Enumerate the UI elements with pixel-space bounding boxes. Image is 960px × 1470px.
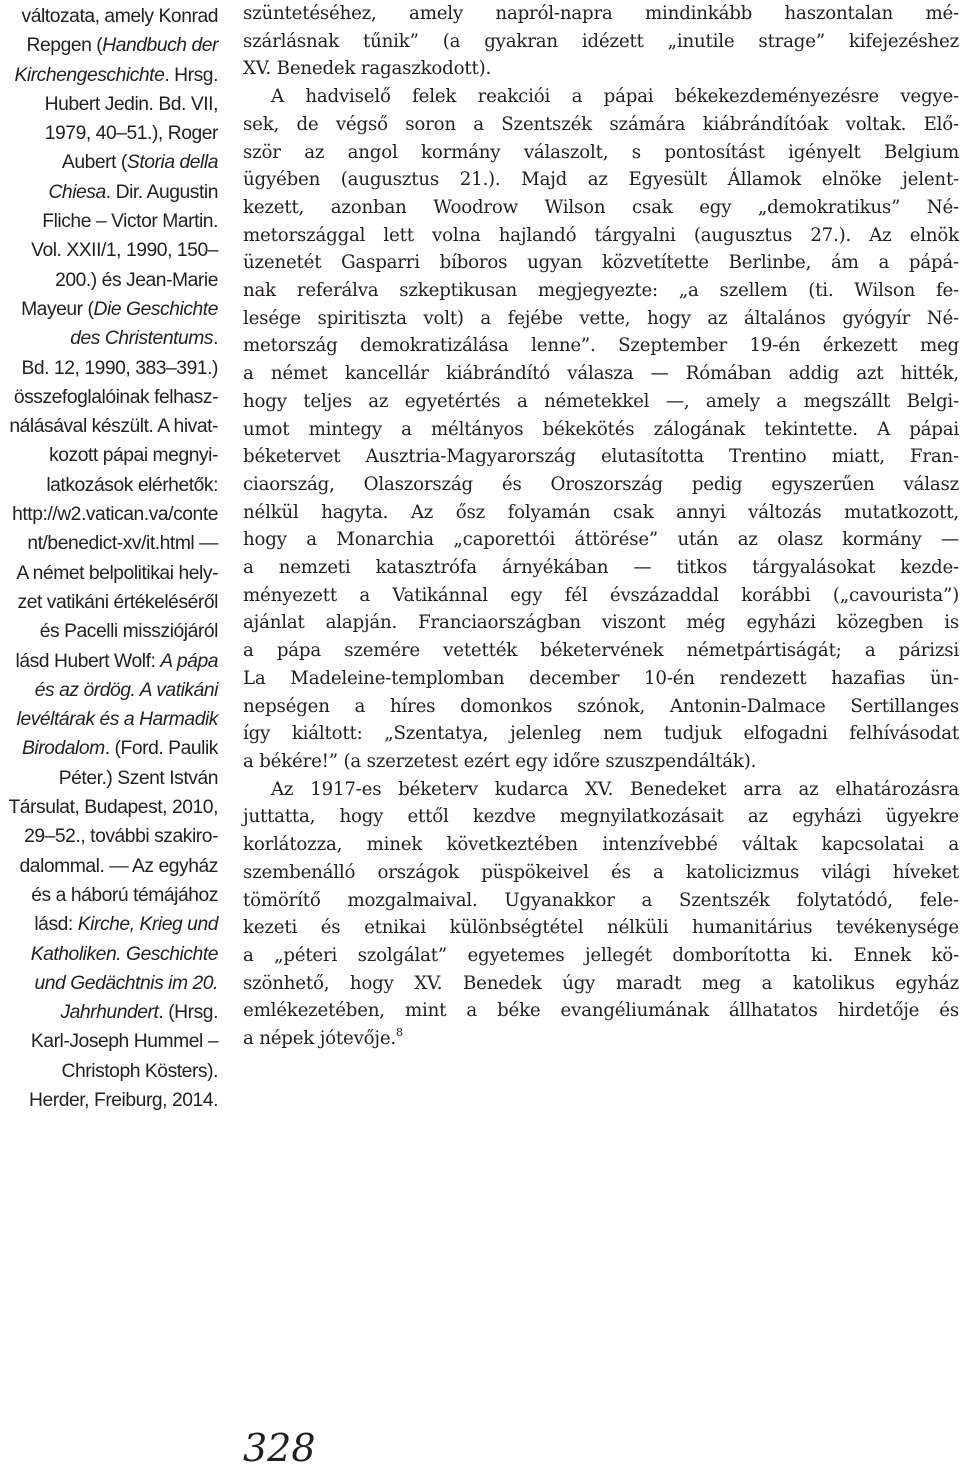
- body-line: [243, 942, 959, 970]
- body-line-text: szönhető, hogy XV. Benedek úgy maradt meg a katolikus egyház: [243, 972, 959, 994]
- sidenote-run: . (Ford. Paulik: [104, 738, 218, 760]
- body-line: [243, 443, 959, 471]
- sidenote-line: [0, 1086, 218, 1115]
- body-line: [243, 609, 959, 637]
- sidenote-italic-run: Kirchengeschichte: [14, 64, 165, 86]
- sidenote-italic-run: Birodalom: [21, 738, 105, 760]
- body-line-text: ször az angol kormány válaszolt, s pontosítást igényelt Belgium: [243, 141, 959, 163]
- sidenote-line: [0, 383, 218, 412]
- body-line-text: umot mintegy a méltányos békekötés zálogának tekintette. A pápai: [243, 418, 959, 440]
- sidenote-line: [0, 969, 218, 998]
- sidenote-line: [0, 90, 218, 119]
- body-line: [243, 499, 959, 527]
- sidenote-run: . Dir. Augustin: [105, 181, 218, 203]
- sidenote-run: Karl-Joseph Hummel –: [30, 1031, 218, 1053]
- body-line: [243, 360, 959, 388]
- body-line-text: ciaország, Olaszország és Oroszország pedig egyszerűen válasz: [243, 473, 959, 495]
- sidenote-run: .: [213, 328, 218, 350]
- body-line: [243, 83, 959, 111]
- sidenote-line: [0, 207, 218, 236]
- body-line-text: nepségen a híres domonkos szónok, Antonin-Dalmace Sertillanges: [243, 695, 959, 717]
- sidenote-line: [0, 324, 218, 353]
- sidenote-line: [0, 178, 218, 207]
- body-line: [243, 332, 959, 360]
- sidenote-line: [0, 734, 218, 763]
- body-line-text: juttatta, hogy ettől kezdve megnyilatkozásait az egyházi ügyekre: [243, 806, 959, 828]
- body-line-text: nélkül hagyta. Az ősz folyamán csak annyi változás mutatkozott,: [243, 501, 959, 523]
- body-line-text: hogy teljes az egyetértés a németekkel —, amely a megszállt Belgi-: [243, 390, 959, 412]
- sidenote-run: 1979, 40–51.), Roger: [44, 123, 218, 145]
- sidenote-line: [0, 354, 218, 383]
- body-line: [243, 1025, 959, 1053]
- sidenote-line: [0, 940, 218, 969]
- sidenote-column: [0, 2, 218, 1115]
- sidenote-run: Bd. 12, 1990, 383–391.): [21, 357, 218, 379]
- sidenote-italic-run: Chiesa: [48, 181, 106, 203]
- body-line: [243, 887, 959, 915]
- body-line-text: szárlásnak tűnik” (a gyakran idézett „inutile strage” kifejezéshez: [243, 30, 959, 52]
- sidenote-run: Társulat, Budapest, 2010,: [8, 797, 218, 819]
- sidenote-run: változata, amely Konrad: [21, 6, 218, 27]
- sidenote-run: A német belpolitikai hely-: [16, 562, 218, 584]
- sidenote-line: [0, 852, 218, 881]
- sidenote-line: [0, 148, 218, 177]
- page-number: 328: [243, 1426, 316, 1470]
- body-line: [243, 139, 959, 167]
- sidenote-run: . (Hrsg.: [158, 1002, 218, 1024]
- sidenote-run: kozott pápai megnyi-: [49, 445, 218, 467]
- body-line: [243, 997, 959, 1025]
- sidenote-line: [0, 266, 218, 295]
- body-line-text: ajánlat alapján. Franciaországban viszont még egyházi közegben is: [243, 612, 959, 634]
- body-line-text: La Madeleine-templomban december 10-én rendezett hazafias ün-: [243, 667, 959, 689]
- sidenote-line: [0, 676, 218, 705]
- body-line-text: metország demokratizálása lenne”. Szeptember 19-én érkezett meg: [243, 335, 959, 357]
- body-line-text: ügyében (augusztus 21.). Majd az Egyesült Államok elnöke jelent-: [243, 169, 959, 191]
- body-line-text: hogy a Monarchia „caporettói áttörése” után az olasz kormány —: [243, 529, 959, 551]
- body-line: [243, 471, 959, 499]
- sidenote-run: . Hrsg.: [164, 64, 218, 86]
- sidenote-run: Herder, Freiburg, 2014.: [29, 1089, 218, 1111]
- body-line: [243, 388, 959, 416]
- main-text-column: [243, 0, 959, 1053]
- sidenote-line: [0, 119, 218, 148]
- body-line: [243, 720, 959, 748]
- sidenote-line: [0, 471, 218, 500]
- body-line-text: kezeti és etnikai különbségtétel nélküli humanitárius tevékenysége: [243, 917, 959, 939]
- body-line-text: a pápa szemére vetették béketervének németpártiságát; a párizsi: [243, 640, 959, 662]
- body-line: [243, 526, 959, 554]
- sidenote-line: [0, 647, 218, 676]
- sidenote-run: zet vatikáni értékeléséről: [17, 591, 218, 613]
- sidenote-run: nt/benedict-xv/it.html —: [27, 533, 218, 555]
- sidenote-run: lásd Hubert Wolf:: [15, 650, 161, 672]
- body-line-text: Az 1917-es béketerv kudarca XV. Benedeket arra az elhatározásra: [271, 778, 959, 800]
- body-line: [243, 693, 959, 721]
- footnote-marker: 8: [395, 1026, 403, 1040]
- body-line-text: korlátozza, minek következtében intenzívebbé váltak kapcsolatai a: [243, 834, 959, 856]
- sidenote-run: Mayeur (: [21, 298, 94, 320]
- body-line: [243, 665, 959, 693]
- body-line: [243, 970, 959, 998]
- body-line-text: a népek jótevője.: [243, 1028, 396, 1050]
- body-line: [243, 249, 959, 277]
- body-line: [243, 776, 959, 804]
- body-line: [243, 166, 959, 194]
- sidenote-italic-run: Kirche, Krieg und: [77, 914, 218, 936]
- body-line-text: emlékezetében, mint a béke evangéliumának állhatatos hirdetője és: [243, 1000, 959, 1022]
- sidenote-line: [0, 822, 218, 851]
- body-line: [243, 582, 959, 610]
- sidenote-run: Christoph Kösters).: [61, 1060, 218, 1082]
- body-line-text: kezett, azonban Woodrow Wilson csak egy „demokratikus” Né-: [243, 196, 959, 218]
- sidenote-line: [0, 705, 218, 734]
- sidenote-run: latkozások elérhetők:: [46, 474, 218, 496]
- sidenote-run: és a háború témájához: [31, 884, 218, 906]
- body-line: [243, 194, 959, 222]
- sidenote-line: [0, 295, 218, 324]
- sidenote-line: [0, 31, 218, 60]
- sidenote-line: [0, 617, 218, 646]
- body-line-text: a nemzeti katasztrófa árnyékában — titkos tárgyalásokat kezde-: [243, 557, 959, 579]
- body-line: [243, 111, 959, 139]
- sidenote-line: [0, 588, 218, 617]
- sidenote-run: Péter.) Szent István: [58, 767, 218, 789]
- body-line: [243, 831, 959, 859]
- sidenote-italic-run: A pápa: [160, 650, 218, 672]
- sidenote-run: összefoglalóinak felhasz-: [13, 386, 218, 408]
- sidenote-run: nálásával készült. A hivat-: [9, 416, 218, 438]
- body-line-text: sek, de végső soron a Szentszék számára kiábrándítóak voltak. Elő-: [243, 113, 959, 135]
- sidenote-line: [0, 1027, 218, 1056]
- body-line: [243, 277, 959, 305]
- sidenote-italic-run: levéltárak és a Harmadik: [16, 709, 218, 731]
- sidenote-run: Vol. XXII/1, 1990, 150–: [31, 240, 218, 262]
- sidenote-line: [0, 236, 218, 265]
- body-line: [243, 55, 959, 83]
- sidenote-run: Hubert Jedin. Bd. VII,: [44, 93, 218, 115]
- sidenote-run: Aubert (: [61, 152, 127, 174]
- body-line: [243, 859, 959, 887]
- sidenote-run: 200.) és Jean-Marie: [55, 269, 218, 291]
- sidenote-italic-run: Die Geschichte: [93, 298, 218, 320]
- sidenote-italic-run: und Gedächtnis im 20.: [34, 972, 218, 994]
- body-line: [243, 222, 959, 250]
- sidenote-run: http://w2.vatican.va/conte: [12, 504, 218, 526]
- sidenote-line: [0, 793, 218, 822]
- sidenote-italic-run: Storia della: [126, 152, 218, 174]
- body-line-text: a „péteri szolgálat” egyetemes jellegét domborította ki. Ennek kö-: [243, 944, 959, 966]
- body-line: [243, 914, 959, 942]
- sidenote-run: Fliche – Victor Martin.: [42, 211, 218, 233]
- sidenote-line: [0, 881, 218, 910]
- body-line: [243, 803, 959, 831]
- sidenote-italic-run: des Christentums: [70, 328, 214, 350]
- body-line: [243, 637, 959, 665]
- sidenote-line: [0, 529, 218, 558]
- sidenote-line: [0, 61, 218, 90]
- body-line: [243, 0, 959, 28]
- body-line-text: tömörítő mozgalmaival. Ugyanakkor a Szentszék folytatódó, fele-: [243, 889, 959, 911]
- sidenote-run: és Pacelli missziójáról: [39, 621, 218, 643]
- body-line: [243, 305, 959, 333]
- sidenote-run: Repgen (: [26, 35, 103, 57]
- body-line-text: szembenálló országok püspökeivel és a katolicizmus világi híveket: [243, 861, 959, 883]
- sidenote-line: [0, 441, 218, 470]
- sidenote-line: [0, 500, 218, 529]
- sidenote-italic-run: és az ördög. A vatikáni: [34, 679, 218, 701]
- sidenote-line: [0, 1057, 218, 1086]
- sidenote-line: [0, 412, 218, 441]
- sidenote-line: [0, 910, 218, 939]
- body-line: [243, 554, 959, 582]
- body-line-text: A hadviselő felek reakciói a pápai békekezdeményezésre vegye-: [271, 86, 959, 108]
- body-line-text: így kiáltott: „Szentatya, jelenleg nem tudjuk elfogadni felhívásodat: [243, 723, 959, 745]
- body-line-text: lesége spiritiszta volt) a fejébe vette, hogy az általános gyógyír Né-: [243, 307, 959, 329]
- sidenote-line: [0, 998, 218, 1027]
- sidenote-line: [0, 559, 218, 588]
- body-line-text: béketervet Ausztria-Magyarország elutasította Trentino miatt, Fran-: [243, 446, 959, 468]
- sidenote-italic-run: Katholiken. Geschichte: [30, 943, 218, 965]
- body-line: [243, 28, 959, 56]
- sidenote-italic-run: Handbuch der: [102, 35, 218, 57]
- body-line: [243, 748, 959, 776]
- body-line: [243, 416, 959, 444]
- body-line-text: XV. Benedek ragaszkodott).: [243, 58, 492, 80]
- sidenote-line: [0, 2, 218, 31]
- body-line-text: szüntetéséhez, amely napról-napra mindinkább haszontalan mé-: [243, 3, 959, 24]
- body-line-text: nak referálva szkeptikusan megjegyezte: „a szellem (ti. Wilson fe-: [243, 280, 959, 302]
- body-line-text: a német kancellár kiábrándító válasza — Rómában addig azt hitték,: [243, 363, 959, 385]
- body-line-text: ményezett a Vatikánnal egy fél évszázaddal korábbi („cavourista”): [243, 584, 959, 606]
- sidenote-run: 29–52., további szakiro-: [24, 826, 218, 848]
- sidenote-italic-run: Jahrhundert: [60, 1002, 159, 1024]
- body-line-text: üzenetét Gasparri bíboros ugyan közvetítette Berlinbe, ám a pápá-: [243, 252, 959, 274]
- sidenote-line: [0, 764, 218, 793]
- body-line-text: a békére!” (a szerzetest ezért egy időre szuszpendálták).: [243, 750, 757, 772]
- sidenote-run: dalommal. — Az egyház: [19, 855, 218, 877]
- body-line-text: metországgal lett volna hajlandó tárgyalni (augusztus 27.). Az elnök: [243, 224, 959, 246]
- sidenote-run: lásd:: [34, 914, 78, 936]
